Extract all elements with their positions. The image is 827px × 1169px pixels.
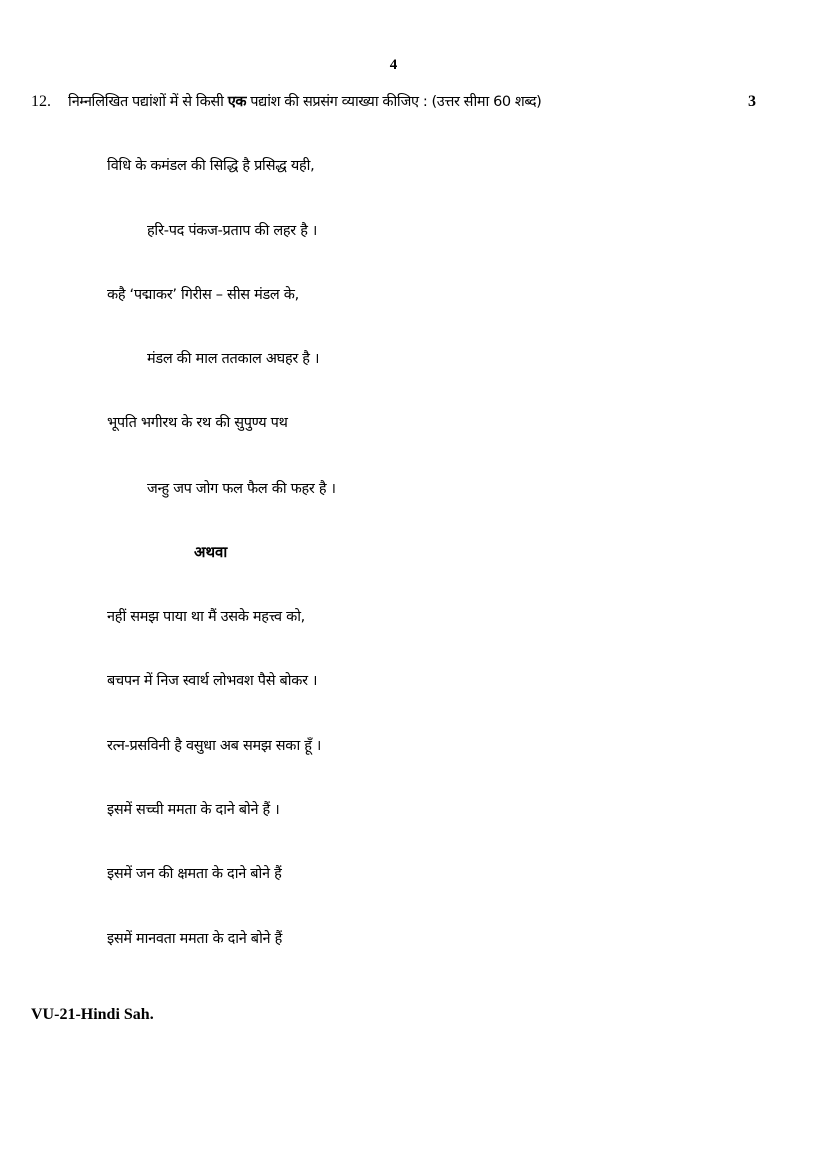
page-number: 4 [389, 57, 398, 73]
question-number: 12. [31, 93, 51, 110]
passage1-line-5: भूपति भगीरथ के रथ की सुपुण्य पथ [107, 415, 288, 431]
passage2-line-5: इसमें जन की क्षमता के दाने बोने हैं [107, 866, 282, 882]
question-marks: 3 [748, 93, 756, 110]
passage2-line-3: रत्न-प्रसविनी है वसुधा अब समझ सका हूँ । [107, 738, 322, 754]
footer-paper-code: VU-21-Hindi Sah. [31, 1006, 154, 1023]
question-text-part1: निम्नलिखित पद्यांशों में से किसी [68, 94, 228, 110]
question-text [68, 91, 541, 111]
passage1-line-6: जन्हु जप जोग फल फैल की फहर है । [147, 481, 336, 497]
passage1-line-3: कहै ‘पद्माकर’ गिरीस – सीस मंडल के, [107, 287, 299, 303]
passage2-line-4: इसमें सच्ची ममता के दाने बोने हैं । [107, 802, 280, 818]
passage2-line-2: बचपन में निज स्वार्थ लोभवश पैसे बोकर । [107, 673, 318, 689]
passage2-line-1: नहीं समझ पाया था मैं उसके महत्त्व को, [107, 609, 305, 625]
passage1-line-1: विधि के कमंडल की सिद्धि है प्रसिद्ध यही, [107, 158, 315, 174]
question-text-part2: पद्यांश की सप्रसंग व्याख्या कीजिए : (उत्तर सीमा 60 शब्द) [246, 94, 542, 110]
passage1-line-2: हरि-पद पंकज-प्रताप की लहर है । [147, 223, 318, 239]
question-text-bold: एक [227, 94, 247, 110]
passage1-line-4: मंडल की माल ततकाल अघहर है । [147, 351, 320, 367]
separator-athva: अथवा [194, 543, 228, 561]
passage2-line-6: इसमें मानवता ममता के दाने बोने हैं [107, 931, 282, 947]
